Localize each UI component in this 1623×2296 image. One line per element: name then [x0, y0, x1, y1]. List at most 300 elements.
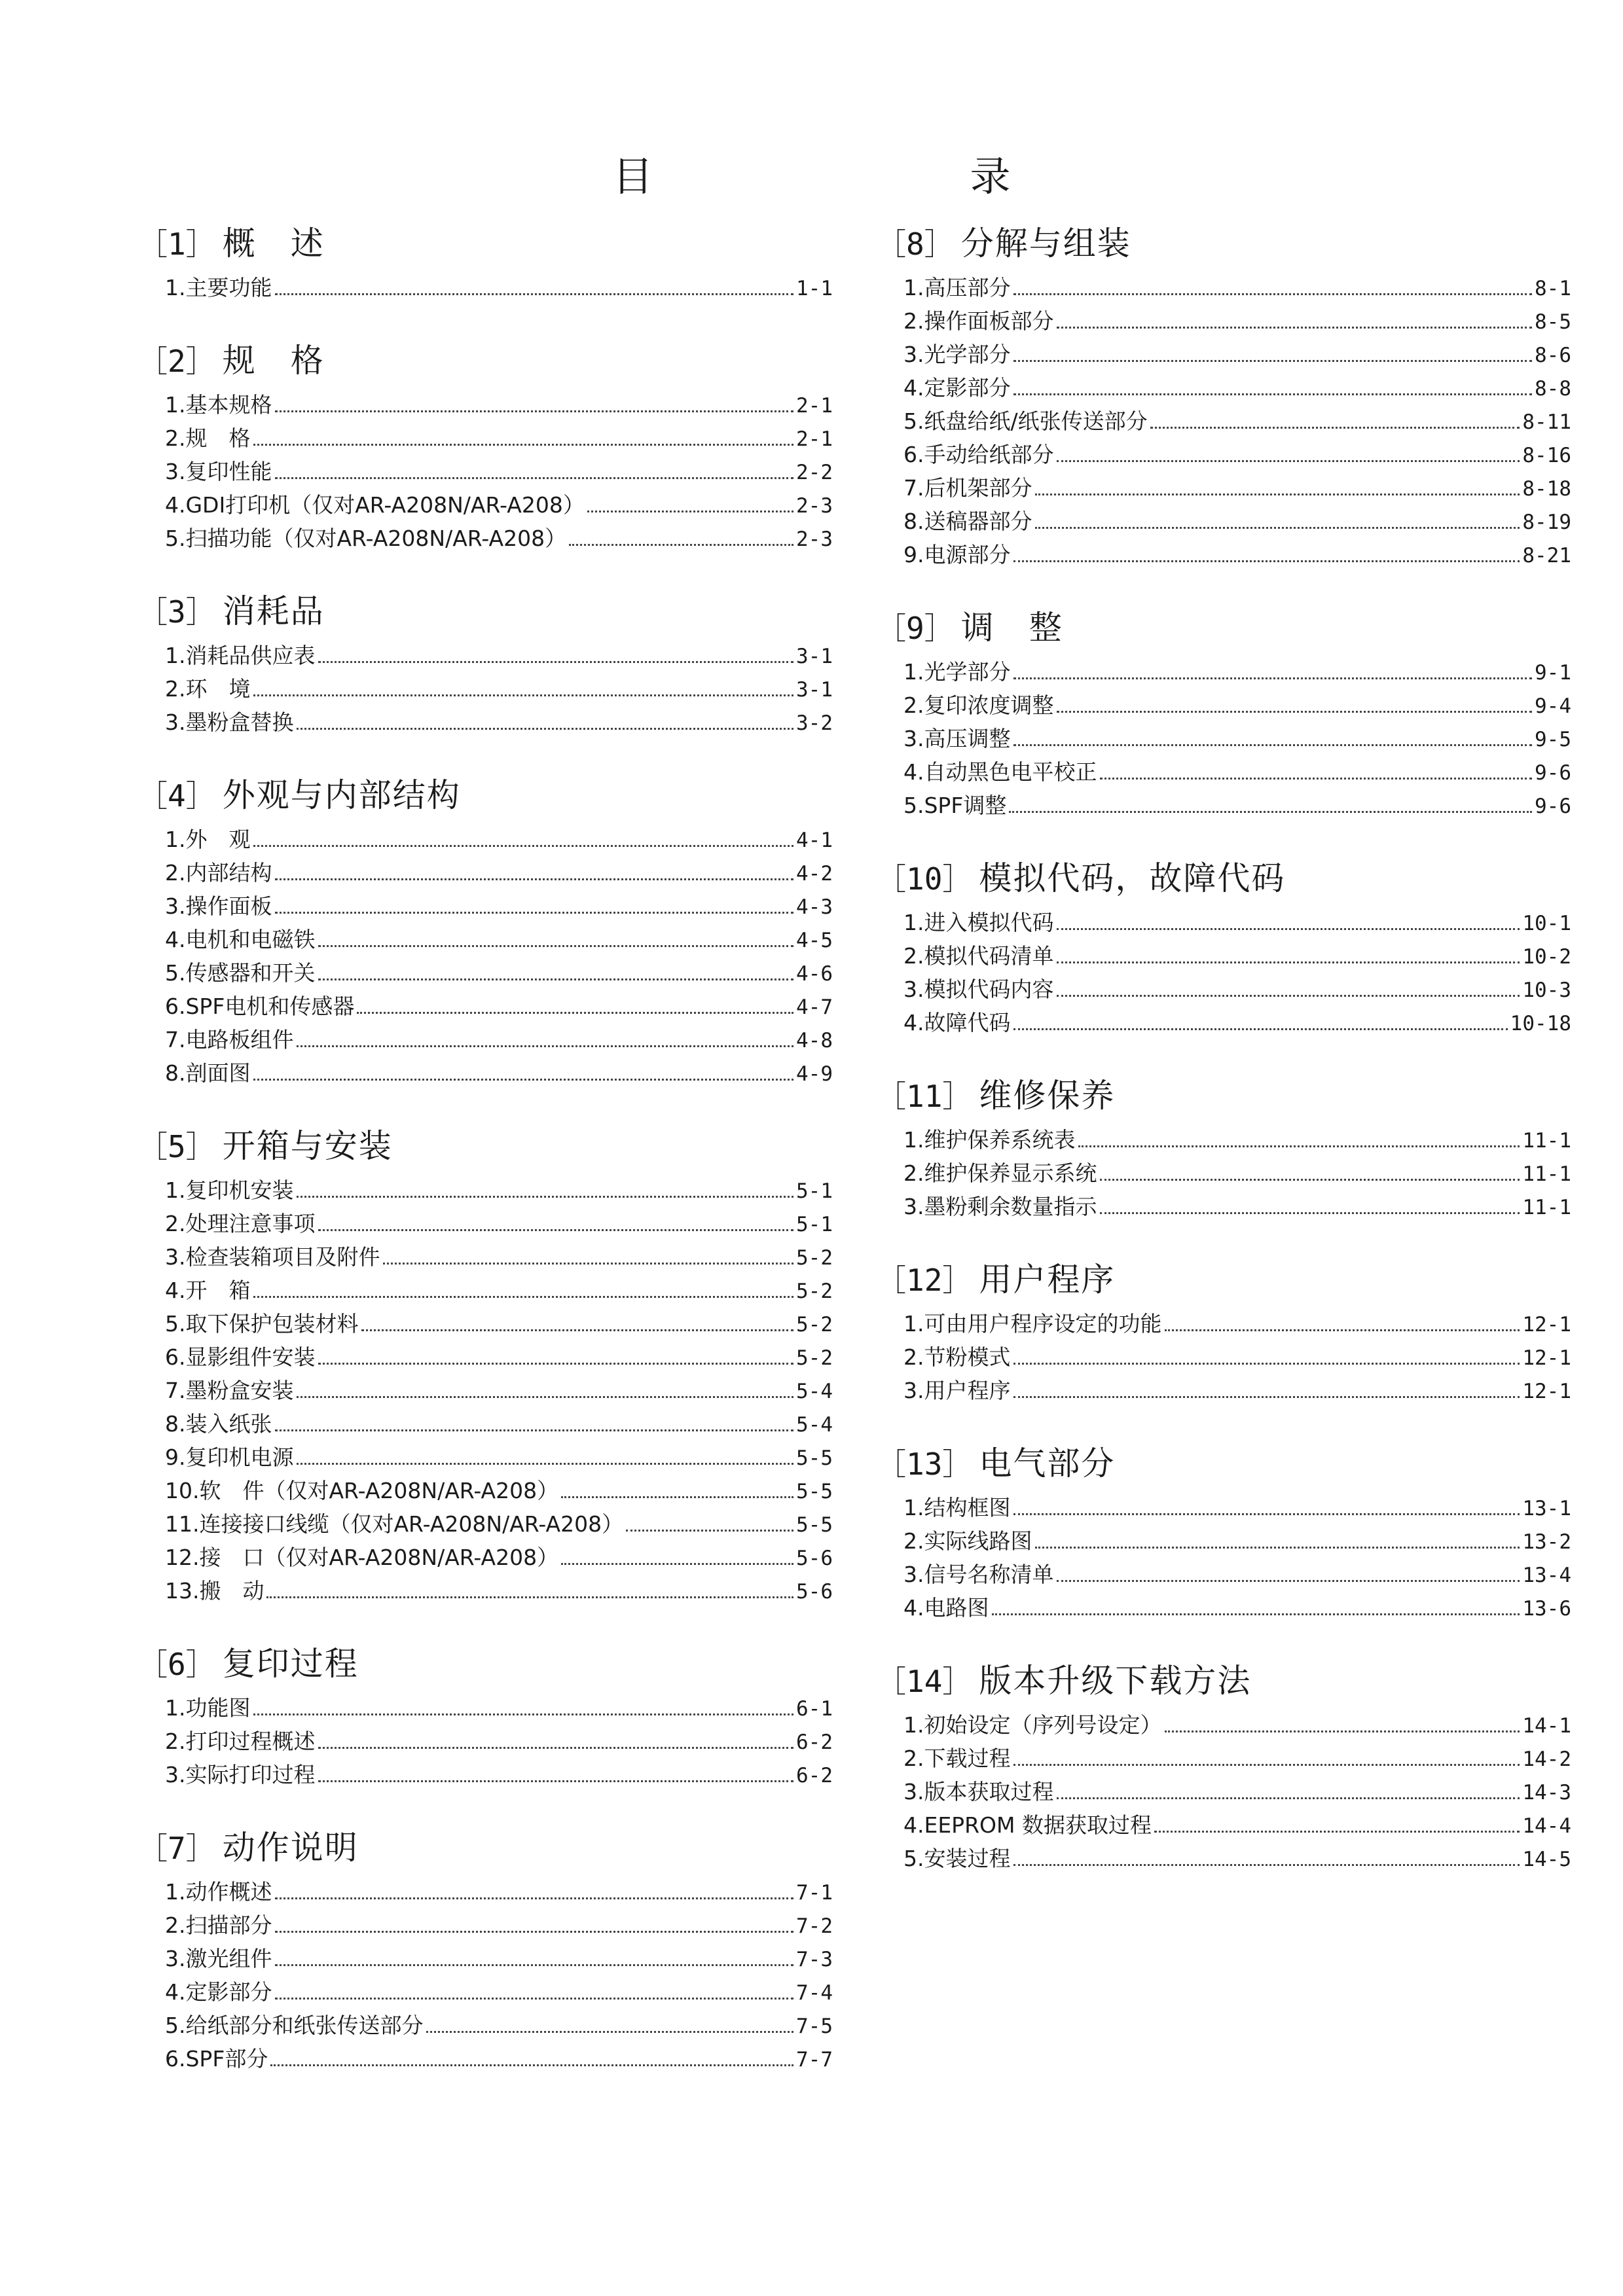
entry-label: 12.接 口（仅对AR-A208N/AR-A208）: [165, 1545, 559, 1570]
entry-page-number: 10-2: [1522, 945, 1571, 969]
entry-page-number: 5-2: [796, 1346, 833, 1370]
toc-entry[interactable]: [137, 1574, 833, 1607]
dot-leader: [1013, 560, 1520, 562]
dot-leader: [318, 1747, 794, 1749]
entry-page-number: 5-5: [796, 1480, 833, 1503]
toc-entry[interactable]: [137, 956, 833, 990]
entry-page-number: 8-19: [1522, 511, 1571, 534]
dot-leader: [1013, 393, 1533, 395]
entry-label: 3.操作面板: [165, 893, 272, 919]
toc-entry[interactable]: [137, 923, 833, 956]
entry-label: 1.高压部分: [903, 275, 1011, 300]
section-number: ［4］: [137, 778, 216, 814]
entry-label: 4.EEPROM 数据获取过程: [903, 1812, 1152, 1838]
entry-page-number: 5-5: [796, 1446, 833, 1470]
entry-label: 3.版本获取过程: [903, 1779, 1054, 1804]
toc-entry[interactable]: [876, 505, 1571, 538]
entry-label: 7.后机架部分: [903, 475, 1032, 501]
entry-label: 6.手动给纸部分: [903, 442, 1054, 467]
entry-label: 2.操作面板部分: [903, 308, 1054, 334]
dot-leader: [1013, 744, 1533, 746]
entry-label: 2.维护保养显示系统: [903, 1160, 1097, 1186]
dot-leader: [1100, 1179, 1520, 1181]
entry-label: 2.复印浓度调整: [903, 692, 1054, 718]
entry-page-number: 1-1: [796, 277, 833, 300]
toc-section: [876, 1437, 1571, 1624]
toc-entry[interactable]: [137, 639, 833, 672]
toc-entry[interactable]: [876, 538, 1571, 571]
toc-entry[interactable]: [137, 1474, 833, 1507]
entry-label: 2.处理注意事项: [165, 1211, 316, 1236]
dot-leader: [275, 293, 794, 295]
toc-entry[interactable]: [137, 1541, 833, 1574]
entry-label: 3.墨粉盒替换: [165, 709, 294, 735]
entry-label: 1.初始设定（序列号设定）: [903, 1712, 1162, 1738]
entry-page-number: 5-1: [796, 1213, 833, 1236]
dot-leader: [626, 1530, 793, 1532]
entry-label: 3.高压调整: [903, 726, 1011, 751]
toc-entry[interactable]: [137, 1340, 833, 1374]
toc-entry[interactable]: [137, 1691, 833, 1725]
toc-entry[interactable]: [876, 689, 1571, 722]
entry-label: 3.模拟代码内容: [903, 977, 1054, 1002]
entry-label: 7.电路板组件: [165, 1027, 294, 1052]
entry-page-number: 10-3: [1522, 978, 1571, 1002]
entry-label: 5.给纸部分和纸张传送部分: [165, 2013, 424, 2038]
dot-leader: [253, 444, 794, 446]
section-title: 电气部分: [979, 1444, 1116, 1482]
entry-page-number: 13-6: [1522, 1597, 1571, 1621]
entry-label: 6.显影组件安装: [165, 1344, 316, 1370]
entry-label: 4.电路图: [903, 1595, 989, 1621]
entry-page-number: 4-9: [796, 1062, 833, 1086]
entry-page-number: 4-6: [796, 962, 833, 986]
entry-page-number: 5-6: [796, 1547, 833, 1570]
section-heading: [876, 601, 1571, 654]
entry-label: 9.电源部分: [903, 542, 1011, 567]
entry-label: 9.复印机电源: [165, 1444, 294, 1470]
entry-page-number: 7-3: [796, 1948, 833, 1971]
section-number: ［14］: [876, 1664, 973, 1699]
dot-leader: [318, 1363, 794, 1365]
entry-page-number: 10-1: [1522, 912, 1571, 935]
entry-label: 1.维护保养系统表: [903, 1127, 1076, 1153]
dot-leader: [318, 945, 794, 947]
dot-leader: [1165, 1731, 1520, 1732]
entry-label: 13.搬 动: [165, 1578, 264, 1604]
dot-leader: [1057, 711, 1533, 713]
entry-page-number: 3-2: [796, 711, 833, 735]
entry-label: 5.扫描功能（仅对AR-A208N/AR-A208）: [165, 526, 567, 551]
toc-entry[interactable]: [876, 471, 1571, 505]
toc-entry[interactable]: [876, 1742, 1571, 1775]
toc-entry[interactable]: [137, 1441, 833, 1474]
entry-label: 2.打印过程概述: [165, 1729, 316, 1754]
toc-entry[interactable]: [137, 388, 833, 422]
dot-leader: [1078, 1145, 1520, 1147]
dot-leader: [587, 511, 793, 512]
toc-entry[interactable]: [137, 856, 833, 889]
dot-leader: [275, 477, 794, 479]
dot-leader: [561, 1563, 793, 1565]
toc-section: [876, 601, 1571, 822]
toc-entry[interactable]: [137, 1240, 833, 1274]
dot-leader: [275, 1429, 794, 1431]
toc-entry[interactable]: [137, 672, 833, 706]
toc-entry[interactable]: [137, 990, 833, 1023]
section-heading: [137, 217, 833, 270]
entry-page-number: 9-1: [1535, 661, 1571, 685]
entry-page-number: 5-2: [796, 1280, 833, 1303]
entry-page-number: 6-2: [796, 1764, 833, 1787]
toc-entry[interactable]: [876, 755, 1571, 789]
toc-entry[interactable]: [137, 2009, 833, 2042]
toc-entry[interactable]: [137, 1023, 833, 1056]
entry-label: 3.信号名称清单: [903, 1562, 1054, 1587]
toc-entry[interactable]: [876, 906, 1571, 939]
entry-label: 2.模拟代码清单: [903, 943, 1054, 969]
dot-leader: [561, 1496, 793, 1498]
entry-page-number: 5-2: [796, 1246, 833, 1270]
toc-section: [876, 217, 1571, 571]
section-number: ［13］: [876, 1446, 973, 1482]
entry-page-number: 5-4: [796, 1380, 833, 1403]
entry-label: 1.消耗品供应表: [165, 643, 316, 668]
entry-page-number: 9-6: [1535, 761, 1571, 785]
section-title: 维修保养: [979, 1077, 1116, 1115]
toc-entry[interactable]: [137, 271, 833, 304]
entry-label: 1.动作概述: [165, 1879, 272, 1905]
entry-label: 2.节粉模式: [903, 1344, 1011, 1370]
entry-label: 3.墨粉剩余数量指示: [903, 1194, 1097, 1219]
toc-entry[interactable]: [876, 973, 1571, 1006]
dot-leader: [569, 544, 793, 546]
dot-leader: [383, 1263, 794, 1265]
section-heading: [137, 1821, 833, 1874]
entry-label: 1.功能图: [165, 1695, 251, 1721]
entry-label: 1.复印机安装: [165, 1177, 294, 1203]
entry-page-number: 5-4: [796, 1413, 833, 1437]
dot-leader: [992, 1613, 1520, 1615]
dot-leader: [1057, 961, 1520, 963]
toc-section: [137, 585, 833, 739]
toc-entry[interactable]: [137, 1407, 833, 1441]
toc-entry[interactable]: [876, 1123, 1571, 1157]
dot-leader: [318, 978, 794, 980]
toc-entry[interactable]: [876, 1808, 1571, 1842]
toc-entry[interactable]: [876, 1842, 1571, 1875]
dot-leader: [253, 1713, 794, 1715]
toc-section: [876, 1655, 1571, 1875]
entry-page-number: 14-4: [1522, 1814, 1571, 1838]
dot-leader: [1013, 293, 1533, 295]
dot-leader: [275, 1964, 794, 1966]
section-title: 版本升级下载方法: [979, 1662, 1252, 1700]
dot-leader: [297, 1196, 794, 1198]
toc-section: [137, 1821, 833, 2075]
section-heading: [137, 585, 833, 637]
dot-leader: [1013, 360, 1533, 362]
toc-section: [876, 852, 1571, 1039]
toc-left-column: [137, 217, 833, 2106]
toc-entry[interactable]: [137, 1725, 833, 1758]
section-title: 复印过程: [222, 1645, 359, 1683]
entry-page-number: 5-1: [796, 1179, 833, 1203]
section-title: 模拟代码，故障代码: [979, 859, 1286, 897]
dot-leader: [1013, 1513, 1520, 1515]
section-heading: [137, 334, 833, 387]
entry-page-number: 3-1: [796, 645, 833, 668]
entry-page-number: 7-7: [796, 2048, 833, 2072]
entry-page-number: 8-21: [1522, 544, 1571, 567]
section-title: 用户程序: [979, 1261, 1116, 1299]
entry-label: 5.安装过程: [903, 1846, 1011, 1871]
entry-page-number: 13-2: [1522, 1530, 1571, 1554]
toc-entry[interactable]: [137, 1909, 833, 1942]
toc-entry[interactable]: [876, 1157, 1571, 1190]
toc-entry[interactable]: [137, 1374, 833, 1407]
toc-entry[interactable]: [137, 1758, 833, 1791]
entry-page-number: 7-5: [796, 2015, 833, 2038]
toc-entry[interactable]: [137, 2042, 833, 2075]
entry-page-number: 8-8: [1535, 377, 1571, 401]
dot-leader: [1154, 1831, 1520, 1833]
entry-label: 10.软 件（仅对AR-A208N/AR-A208）: [165, 1478, 559, 1503]
entry-label: 2.扫描部分: [165, 1912, 272, 1938]
toc-entry[interactable]: [876, 438, 1571, 471]
entry-page-number: 11-1: [1522, 1129, 1571, 1153]
toc-entry[interactable]: [876, 1775, 1571, 1808]
entry-label: 8.装入纸张: [165, 1411, 272, 1437]
dot-leader: [1057, 327, 1533, 329]
dot-leader: [361, 1329, 794, 1331]
toc-entry[interactable]: [137, 1507, 833, 1541]
dot-leader: [275, 1931, 794, 1933]
dot-leader: [297, 1396, 794, 1398]
entry-page-number: 5-6: [796, 1580, 833, 1604]
toc-entry[interactable]: [137, 1942, 833, 1975]
entry-label: 2.实际线路图: [903, 1528, 1032, 1554]
entry-label: 2.环 境: [165, 676, 251, 702]
toc-section: [137, 1638, 833, 1791]
entry-label: 7.墨粉盒安装: [165, 1378, 294, 1403]
dot-leader: [1150, 427, 1520, 429]
entry-page-number: 8-5: [1535, 310, 1571, 334]
entry-page-number: 6-1: [796, 1697, 833, 1721]
entry-page-number: 14-3: [1522, 1781, 1571, 1804]
entry-label: 6.SPF部分: [165, 2046, 268, 2072]
entry-page-number: 11-1: [1522, 1162, 1571, 1186]
toc-entry[interactable]: [876, 722, 1571, 755]
toc-section: [876, 1069, 1571, 1223]
toc-entry[interactable]: [876, 1006, 1571, 1039]
dot-leader: [1013, 1028, 1508, 1030]
toc-entry[interactable]: [876, 1307, 1571, 1340]
section-title: 分解与组装: [960, 224, 1131, 262]
toc-entry[interactable]: [876, 371, 1571, 404]
entry-page-number: 5-5: [796, 1513, 833, 1537]
section-number: ［9］: [876, 611, 955, 646]
dot-leader: [1013, 1864, 1520, 1866]
toc-entry[interactable]: [876, 789, 1571, 822]
entry-page-number: 8-1: [1535, 277, 1571, 300]
dot-leader: [1009, 811, 1532, 813]
toc-entry[interactable]: [137, 1207, 833, 1240]
entry-page-number: 8-18: [1522, 477, 1571, 501]
toc-entry[interactable]: [137, 455, 833, 488]
section-heading: [876, 1437, 1571, 1490]
entry-label: 1.可由用户程序设定的功能: [903, 1311, 1162, 1336]
toc-section: [137, 769, 833, 1090]
toc-entry[interactable]: [137, 1875, 833, 1909]
toc-entry[interactable]: [137, 1056, 833, 1090]
dot-leader: [1100, 778, 1533, 780]
section-title: 概 述: [222, 224, 325, 262]
dot-leader: [275, 1998, 794, 2000]
section-title: 调 整: [960, 609, 1063, 647]
toc-entry[interactable]: [876, 1190, 1571, 1223]
toc-entry[interactable]: [137, 706, 833, 739]
toc-entry[interactable]: [876, 404, 1571, 438]
toc-entry[interactable]: [876, 1708, 1571, 1742]
section-title: 开箱与安装: [222, 1127, 393, 1165]
toc-entry[interactable]: [876, 1591, 1571, 1624]
toc-section: [137, 334, 833, 555]
dot-leader: [270, 2064, 793, 2066]
dot-leader: [297, 728, 794, 730]
entry-page-number: 7-1: [796, 1881, 833, 1905]
toc-entry[interactable]: [137, 488, 833, 522]
entry-label: 8.送稿器部分: [903, 509, 1032, 534]
toc-entry[interactable]: [137, 1307, 833, 1340]
toc-entry[interactable]: [137, 1274, 833, 1307]
entry-page-number: 12-1: [1522, 1346, 1571, 1370]
entry-label: 11.连接接口线缆（仅对AR-A208N/AR-A208）: [165, 1511, 624, 1537]
entry-label: 3.复印性能: [165, 459, 272, 484]
entry-label: 4.故障代码: [903, 1010, 1011, 1035]
entry-page-number: 4-7: [796, 996, 833, 1019]
entry-label: 1.进入模拟代码: [903, 910, 1054, 935]
toc-entry[interactable]: [137, 1975, 833, 2009]
entry-label: 4.开 箱: [165, 1278, 251, 1303]
dot-leader: [1100, 1212, 1520, 1214]
entry-label: 5.SPF调整: [903, 793, 1007, 818]
entry-page-number: 4-3: [796, 895, 833, 919]
toc-entry[interactable]: [876, 1524, 1571, 1558]
section-title: 规 格: [222, 342, 325, 380]
dot-leader: [297, 1463, 794, 1465]
entry-page-number: 14-5: [1522, 1848, 1571, 1871]
section-heading: [876, 852, 1571, 905]
entry-page-number: 4-1: [796, 829, 833, 852]
entry-page-number: 6-2: [796, 1731, 833, 1754]
entry-page-number: 4-2: [796, 862, 833, 886]
dot-leader: [275, 878, 794, 880]
toc-section: [137, 1120, 833, 1607]
entry-page-number: 9-5: [1535, 728, 1571, 751]
entry-page-number: 9-6: [1535, 795, 1571, 818]
dot-leader: [1013, 1396, 1520, 1398]
section-title: 动作说明: [222, 1829, 359, 1867]
toc-entry[interactable]: [876, 939, 1571, 973]
entry-label: 3.用户程序: [903, 1378, 1011, 1403]
toc-entry[interactable]: [876, 1491, 1571, 1524]
section-heading: [137, 1120, 833, 1172]
toc-entry[interactable]: [876, 1558, 1571, 1591]
dot-leader: [266, 1596, 793, 1598]
dot-leader: [426, 2031, 794, 2033]
dot-leader: [318, 661, 794, 663]
entry-page-number: 11-1: [1522, 1196, 1571, 1219]
dot-leader: [253, 694, 794, 696]
entry-page-number: 2-3: [796, 528, 833, 551]
entry-label: 3.检查装箱项目及附件: [165, 1244, 380, 1270]
dot-leader: [1013, 677, 1533, 679]
entry-label: 4.自动黑色电平校正: [903, 759, 1097, 785]
dot-leader: [275, 1897, 794, 1899]
entry-page-number: 2-2: [796, 461, 833, 484]
entry-page-number: 13-1: [1522, 1497, 1571, 1520]
entry-label: 2.内部结构: [165, 860, 272, 886]
entry-label: 6.SPF电机和传感器: [165, 994, 355, 1019]
toc-entry[interactable]: [137, 522, 833, 555]
entry-label: 5.取下保护包装材料: [165, 1311, 359, 1336]
dot-leader: [253, 1296, 794, 1298]
dot-leader: [1013, 1764, 1520, 1766]
entry-label: 4.定影部分: [165, 1979, 272, 2005]
toc-section: [137, 217, 833, 304]
section-number: ［1］: [137, 226, 216, 262]
entry-label: 2.规 格: [165, 425, 251, 451]
section-heading: [137, 769, 833, 821]
toc-entry[interactable]: [876, 271, 1571, 304]
entry-label: 1.基本规格: [165, 392, 272, 418]
section-number: ［3］: [137, 594, 216, 630]
entry-page-number: 8-6: [1535, 344, 1571, 367]
toc-entry[interactable]: [876, 1374, 1571, 1407]
section-number: ［11］: [876, 1079, 973, 1114]
toc-entry[interactable]: [137, 422, 833, 455]
section-title: 外观与内部结构: [222, 776, 461, 814]
entry-label: 4.定影部分: [903, 375, 1011, 401]
dot-leader: [318, 1780, 794, 1782]
toc-entry[interactable]: [876, 304, 1571, 338]
entry-page-number: 12-1: [1522, 1313, 1571, 1336]
toc-right-column: [876, 217, 1571, 1905]
toc-entry[interactable]: [876, 655, 1571, 689]
entry-page-number: 8-11: [1522, 410, 1571, 434]
dot-leader: [1057, 460, 1520, 462]
toc-entry[interactable]: [137, 1174, 833, 1207]
toc-entry[interactable]: [137, 889, 833, 923]
dot-leader: [297, 1045, 794, 1047]
toc-entry[interactable]: [137, 823, 833, 856]
page-title: 目 录: [612, 152, 1089, 200]
toc-entry[interactable]: [876, 1340, 1571, 1374]
entry-label: 3.激光组件: [165, 1946, 272, 1971]
entry-page-number: 14-1: [1522, 1714, 1571, 1738]
dot-leader: [1035, 527, 1520, 529]
dot-leader: [1057, 1797, 1520, 1799]
entry-page-number: 2-1: [796, 427, 833, 451]
dot-leader: [275, 410, 794, 412]
entry-page-number: 9-4: [1535, 694, 1571, 718]
dot-leader: [275, 912, 794, 914]
section-heading: [876, 1069, 1571, 1122]
dot-leader: [1057, 995, 1520, 997]
entry-page-number: 8-16: [1522, 444, 1571, 467]
toc-entry[interactable]: [876, 338, 1571, 371]
